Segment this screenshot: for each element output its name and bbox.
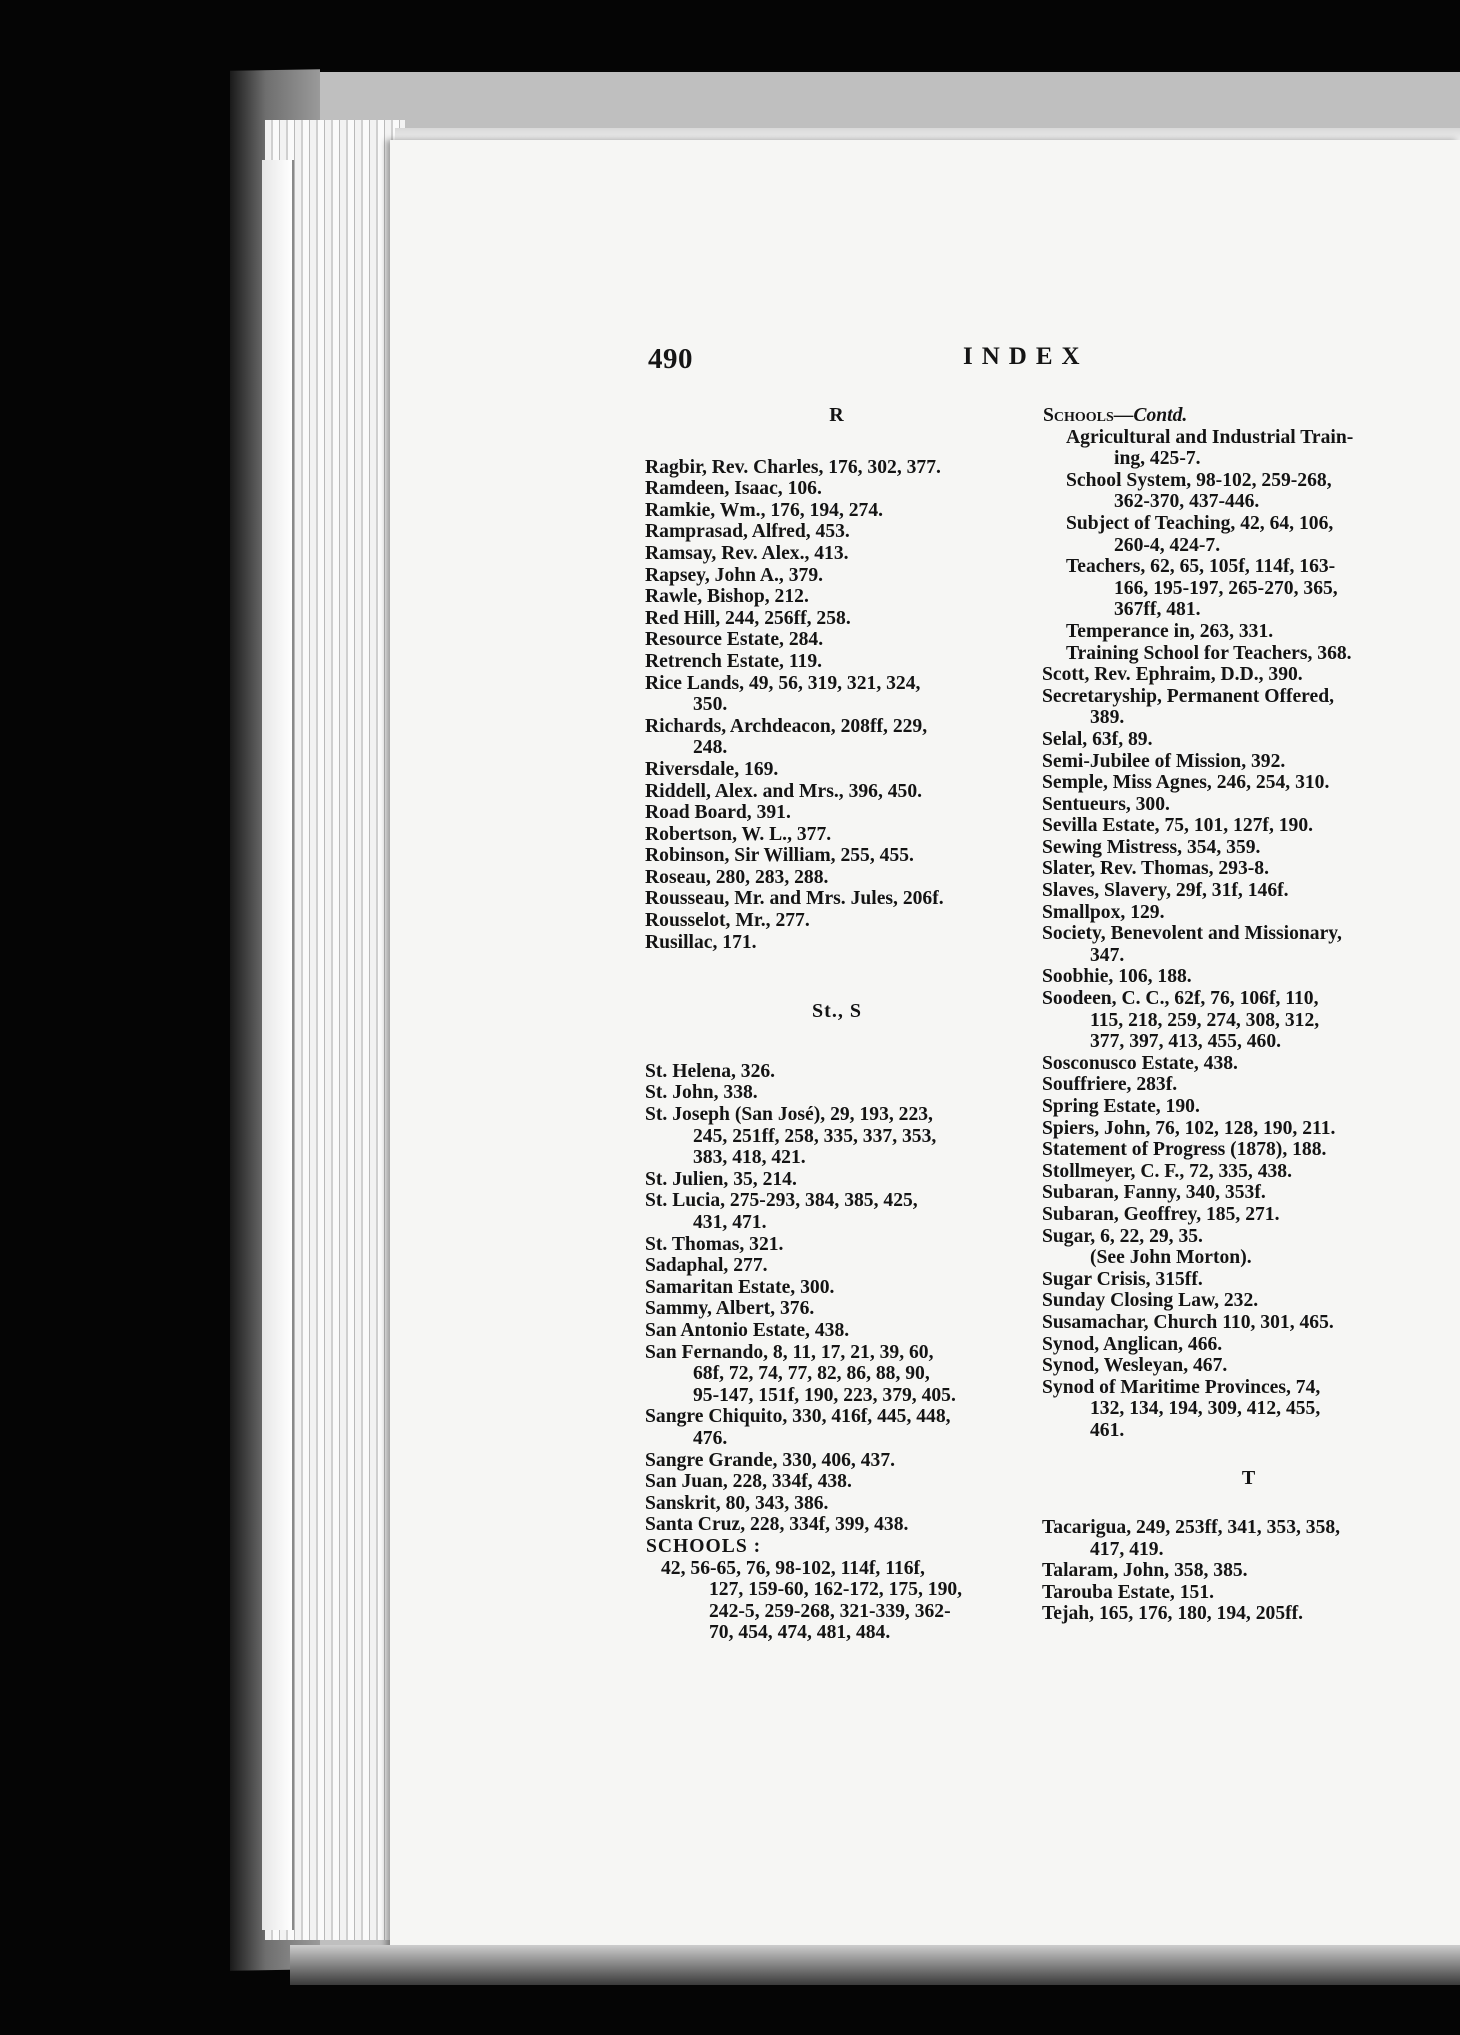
index-entry-continuation: 362-370, 437-446. xyxy=(1114,491,1260,513)
section-heading-t: T xyxy=(1241,1466,1257,1489)
index-entry-line: St. Joseph (San José), 29, 193, 223, xyxy=(645,1104,933,1126)
schools-continued-heading xyxy=(1043,405,1455,427)
index-entry-line: Sosconusco Estate, 438. xyxy=(1042,1052,1238,1074)
index-entry-continuation: 132, 134, 194, 309, 412, 455, xyxy=(1090,1398,1321,1420)
index-entry-line: San Juan, 228, 334f, 438. xyxy=(645,1471,852,1493)
running-head: INDEX xyxy=(963,343,1089,370)
index-entry-line: Semi-Jubilee of Mission, 392. xyxy=(1042,750,1286,772)
index-entry-line: Riversdale, 169. xyxy=(645,758,779,780)
index-entry-line: Rawle, Bishop, 212. xyxy=(645,586,809,608)
index-entry-line: Sanskrit, 80, 343, 386. xyxy=(645,1492,829,1514)
index-entry-continuation: 245, 251ff, 258, 335, 337, 353, xyxy=(693,1125,937,1147)
index-entry-line: Rousselot, Mr., 277. xyxy=(645,910,810,932)
index-entry xyxy=(646,629,1028,651)
index-entry-line: St. John, 338. xyxy=(645,1082,758,1104)
index-entry xyxy=(1043,837,1455,859)
index-entry xyxy=(646,1298,1028,1320)
index-entry-line: Tacarigua, 249, 253ff, 341, 353, 358, xyxy=(1042,1517,1341,1539)
index-entry xyxy=(646,1320,1028,1342)
index-entry xyxy=(1043,1182,1455,1204)
index-entry xyxy=(1067,427,1455,470)
index-entry-continuation: 461. xyxy=(1090,1419,1125,1441)
index-entry xyxy=(1067,470,1455,513)
index-entry xyxy=(1067,513,1455,556)
index-entry xyxy=(1043,815,1455,837)
t-entry-list xyxy=(1043,1517,1455,1625)
index-entry-line: Samaritan Estate, 300. xyxy=(645,1276,835,1298)
schools-heading: SCHOOLS : xyxy=(646,1535,762,1557)
index-entry xyxy=(646,478,1028,500)
index-entry-continuation: 367ff, 481. xyxy=(1114,599,1201,621)
index-entry xyxy=(646,888,1028,910)
index-entry xyxy=(646,521,1028,543)
index-entry-line: Sugar Crisis, 315ff. xyxy=(1042,1268,1203,1290)
index-entry-line: Susamachar, Church 110, 301, 465. xyxy=(1042,1311,1334,1333)
index-entry-line: Sevilla Estate, 75, 101, 127f, 190. xyxy=(1042,815,1314,837)
index-entry-line: Tarouba Estate, 151. xyxy=(1042,1581,1215,1603)
index-entry xyxy=(1043,1053,1455,1075)
index-entry-line: Roseau, 280, 283, 288. xyxy=(645,866,829,888)
left-page-edge xyxy=(262,160,294,1930)
index-entry-line: Talaram, John, 358, 385. xyxy=(1042,1560,1248,1582)
index-entry xyxy=(646,1255,1028,1277)
index-entry xyxy=(1067,621,1455,643)
index-entry-line: Sentueurs, 300. xyxy=(1042,793,1170,815)
s-entry-list-right xyxy=(1043,664,1455,1441)
index-entry xyxy=(1043,1312,1455,1334)
index-entry-line: Sadaphal, 277. xyxy=(645,1255,768,1277)
index-entry-line: Rapsey, John A., 379. xyxy=(645,564,824,586)
index-entry-line: Selal, 63f, 89. xyxy=(1042,728,1153,750)
index-entry xyxy=(646,1471,1028,1493)
index-entry xyxy=(646,1190,1028,1233)
index-entry-line: Secretaryship, Permanent Offered, xyxy=(1042,685,1335,707)
index-entry-continuation: 417, 419. xyxy=(1090,1538,1164,1560)
index-entry xyxy=(646,802,1028,824)
schools-continued-word: Schools xyxy=(1043,405,1114,426)
index-entry xyxy=(646,1061,1028,1083)
index-entry-line: School System, 98-102, 259-268, xyxy=(1066,469,1332,491)
index-entry-line: Society, Benevolent and Missionary, xyxy=(1042,923,1342,945)
index-entry-line: St. Julien, 35, 214. xyxy=(645,1168,797,1190)
index-entry xyxy=(646,1234,1028,1256)
index-entry-line: Richards, Archdeacon, 208ff, 229, xyxy=(645,715,928,737)
index-entry xyxy=(646,1406,1028,1449)
index-entry-continuation: 347. xyxy=(1090,944,1125,966)
index-entry xyxy=(646,1169,1028,1191)
index-entry-line: Training School for Teachers, 368. xyxy=(1066,642,1352,664)
index-entry-line: Tejah, 165, 176, 180, 194, 205ff. xyxy=(1042,1603,1304,1625)
index-entry xyxy=(1043,794,1455,816)
book-bottom-edge xyxy=(290,1945,1460,1985)
index-entry xyxy=(1043,923,1455,966)
index-entry xyxy=(646,1277,1028,1299)
index-entry-line: Scott, Rev. Ephraim, D.D., 390. xyxy=(1042,664,1303,686)
index-entry-line: Sewing Mistress, 354, 359. xyxy=(1042,836,1261,858)
index-entry xyxy=(1043,1560,1455,1582)
index-entry-line: Ragbir, Rev. Charles, 176, 302, 377. xyxy=(645,456,941,478)
index-entry xyxy=(1067,556,1455,621)
index-entry xyxy=(646,781,1028,803)
index-entry xyxy=(646,565,1028,587)
index-entry-continuation: 431, 471. xyxy=(693,1212,767,1233)
index-entry xyxy=(1043,1161,1455,1183)
index-entry xyxy=(646,1104,1028,1169)
index-entry-line: Sugar, 6, 22, 29, 35. xyxy=(1042,1225,1203,1247)
index-entry xyxy=(646,608,1028,630)
index-entry xyxy=(646,716,1028,759)
section-heading-r: R xyxy=(829,404,845,426)
index-entry-line: Ramkie, Wm., 176, 194, 274. xyxy=(645,499,884,521)
index-column-left xyxy=(646,405,1028,1644)
index-entry xyxy=(1043,1226,1455,1269)
index-entry xyxy=(646,1342,1028,1407)
index-entry xyxy=(646,457,1028,479)
schools-page-refs xyxy=(646,1558,1028,1644)
index-entry-line: Slaves, Slavery, 29f, 31f, 146f. xyxy=(1042,880,1289,902)
index-entry-continuation: 350. xyxy=(693,694,728,716)
index-entry-line: St. Thomas, 321. xyxy=(645,1233,784,1255)
index-entry xyxy=(646,759,1028,781)
section-heading-s: St., S xyxy=(812,1000,862,1023)
index-entry-line: Riddell, Alex. and Mrs., 396, 450. xyxy=(645,780,923,802)
index-entry-line: Sangre Chiquito, 330, 416f, 445, 448, xyxy=(645,1406,951,1428)
index-entry xyxy=(1043,1290,1455,1312)
r-entry-list xyxy=(646,457,1028,954)
index-entry-line: Rusillac, 171. xyxy=(645,931,757,953)
index-entry xyxy=(646,910,1028,932)
index-entry xyxy=(646,1514,1028,1536)
index-entry xyxy=(646,651,1028,673)
index-entry-line: Semple, Miss Agnes, 246, 254, 310. xyxy=(1042,772,1330,794)
index-entry xyxy=(646,673,1028,716)
index-entry-line: Robertson, W. L., 377. xyxy=(645,823,832,845)
index-entry xyxy=(1043,751,1455,773)
index-entry xyxy=(1043,1582,1455,1604)
index-entry-continuation: 260-4, 424-7. xyxy=(1114,534,1221,556)
index-entry xyxy=(1043,902,1455,924)
index-entry xyxy=(1043,1204,1455,1226)
index-entry-continuation: 389. xyxy=(1090,707,1125,729)
index-entry-line: Robinson, Sir William, 255, 455. xyxy=(645,845,914,867)
index-entry-continuation: 95-147, 151f, 190, 223, 379, 405. xyxy=(693,1384,956,1406)
index-entry-line: Red Hill, 244, 256ff, 258. xyxy=(645,607,851,629)
index-entry-line: Subaran, Fanny, 340, 353f. xyxy=(1042,1182,1266,1204)
index-entry xyxy=(1043,1139,1455,1161)
index-column-right xyxy=(1043,405,1455,1625)
index-entry-line: San Antonio Estate, 438. xyxy=(645,1319,850,1341)
index-entry xyxy=(1043,1517,1455,1560)
schools-subentry-list xyxy=(1043,427,1455,665)
index-entry-continuation: (See John Morton). xyxy=(1090,1247,1252,1269)
index-entry xyxy=(1043,664,1455,686)
index-entry-line: Road Board, 391. xyxy=(645,802,791,824)
index-entry-line: Agricultural and Industrial Train- xyxy=(1066,426,1354,448)
index-entry-line: Synod, Wesleyan, 467. xyxy=(1042,1355,1228,1377)
index-entry-line: Temperance in, 263, 331. xyxy=(1066,620,1274,642)
schools-ref-line: 70, 454, 474, 481, 484. xyxy=(709,1622,891,1644)
index-entry xyxy=(646,824,1028,846)
index-entry-line: Subject of Teaching, 42, 64, 106, xyxy=(1066,512,1334,534)
index-entry-line: Souffriere, 283f. xyxy=(1042,1074,1178,1096)
schools-ref-line: 242-5, 259-268, 321-339, 362- xyxy=(709,1600,951,1622)
index-entry-continuation: 383, 418, 421. xyxy=(693,1147,806,1169)
index-entry xyxy=(1043,880,1455,902)
index-entry-continuation: 377, 397, 413, 455, 460. xyxy=(1090,1031,1282,1053)
index-entry-line: Sangre Grande, 330, 406, 437. xyxy=(645,1449,896,1471)
index-entry-line: Subaran, Geoffrey, 185, 271. xyxy=(1042,1203,1280,1225)
index-entry xyxy=(1043,858,1455,880)
index-entry-line: Sunday Closing Law, 232. xyxy=(1042,1290,1259,1312)
index-entry xyxy=(1043,1096,1455,1118)
page-number: 490 xyxy=(648,343,693,375)
index-entry-continuation: 476. xyxy=(693,1427,728,1449)
index-entry-line: Ramdeen, Isaac, 106. xyxy=(645,478,822,500)
index-entry-line: Synod, Anglican, 466. xyxy=(1042,1333,1223,1355)
index-entry-line: Ramsay, Rev. Alex., 413. xyxy=(645,542,849,564)
index-entry-line: Soobhie, 106, 188. xyxy=(1042,966,1192,988)
index-entry-line: St. Helena, 326. xyxy=(645,1060,776,1082)
index-entry-continuation: 166, 195-197, 265-270, 365, xyxy=(1114,577,1338,599)
index-entry-line: Synod of Maritime Provinces, 74, xyxy=(1042,1376,1321,1398)
index-entry-line: Sammy, Albert, 376. xyxy=(645,1298,815,1320)
index-entry-continuation: 115, 218, 259, 274, 308, 312, xyxy=(1090,1009,1320,1031)
index-entry-line: San Fernando, 8, 11, 17, 21, 39, 60, xyxy=(645,1341,934,1363)
index-entry-line: Spiers, John, 76, 102, 128, 190, 211. xyxy=(1042,1117,1336,1139)
index-entry xyxy=(646,1450,1028,1472)
index-entry xyxy=(646,500,1028,522)
index-entry-line: Rice Lands, 49, 56, 319, 321, 324, xyxy=(645,672,921,694)
index-entry-continuation: ing, 425-7. xyxy=(1114,448,1201,470)
index-entry xyxy=(646,1493,1028,1515)
index-entry xyxy=(1043,1603,1455,1625)
index-entry-line: Spring Estate, 190. xyxy=(1042,1096,1200,1117)
index-entry-line: Soodeen, C. C., 62f, 76, 106f, 110, xyxy=(1042,988,1319,1010)
index-entry-line: Rousseau, Mr. and Mrs. Jules, 206f. xyxy=(645,888,944,910)
index-entry-continuation: 68f, 72, 74, 77, 82, 86, 88, 90, xyxy=(693,1363,930,1385)
index-entry xyxy=(646,867,1028,889)
index-entry xyxy=(1043,1355,1455,1377)
index-entry-continuation: 248. xyxy=(693,737,728,759)
index-entry xyxy=(1043,1334,1455,1356)
index-entry xyxy=(1043,1269,1455,1291)
index-entry-line: Teachers, 62, 65, 105f, 114f, 163- xyxy=(1066,556,1336,578)
index-entry xyxy=(1043,966,1455,988)
index-entry-line: Stollmeyer, C. F., 72, 335, 438. xyxy=(1042,1160,1292,1182)
index-entry-line: Smallpox, 129. xyxy=(1042,901,1165,923)
index-entry xyxy=(646,586,1028,608)
index-entry xyxy=(646,1082,1028,1104)
continued-marker: —Contd. xyxy=(1113,405,1188,426)
index-entry xyxy=(646,932,1028,954)
index-entry-line: Statement of Progress (1878), 188. xyxy=(1042,1139,1327,1161)
index-entry xyxy=(1043,1377,1455,1442)
index-entry xyxy=(1067,643,1455,665)
index-entry xyxy=(1043,772,1455,794)
index-entry xyxy=(1043,729,1455,751)
s-entry-list-left xyxy=(646,1061,1028,1536)
index-entry xyxy=(1043,1074,1455,1096)
index-entry xyxy=(646,845,1028,867)
index-entry-line: Retrench Estate, 119. xyxy=(645,650,823,672)
index-entry xyxy=(646,543,1028,565)
index-entry xyxy=(1043,686,1455,729)
schools-ref-line: 42, 56-65, 76, 98-102, 114f, 116f, xyxy=(661,1557,925,1579)
index-entry-line: Resource Estate, 284. xyxy=(645,629,824,651)
index-entry xyxy=(1043,1118,1455,1140)
index-entry xyxy=(1043,988,1455,1053)
schools-ref-line: 127, 159-60, 162-172, 175, 190, xyxy=(709,1579,963,1601)
index-entry-line: Ramprasad, Alfred, 453. xyxy=(645,521,850,543)
index-entry-line: Santa Cruz, 228, 334f, 399, 438. xyxy=(645,1514,909,1536)
index-entry-line: Slater, Rev. Thomas, 293-8. xyxy=(1042,858,1269,880)
index-entry-line: St. Lucia, 275-293, 384, 385, 425, xyxy=(645,1190,918,1212)
